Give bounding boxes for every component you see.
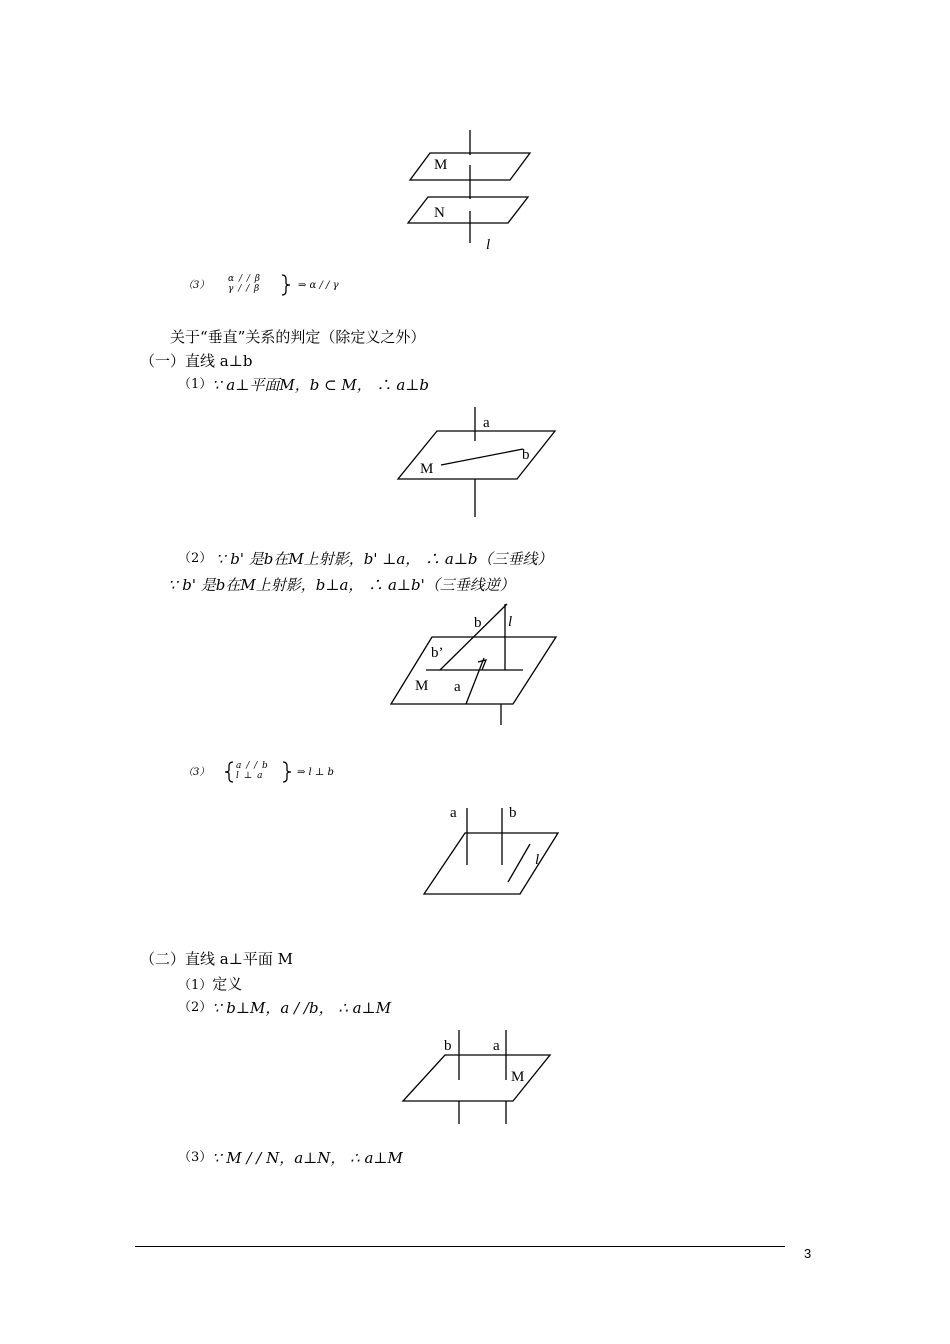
label-l: l bbox=[535, 852, 540, 868]
brace-icon bbox=[280, 274, 292, 296]
condition-1: α / / β bbox=[228, 274, 261, 284]
s1-item-3-conditions bbox=[236, 761, 269, 781]
s1-item-1-text: ∵ a⊥平面M，b ⊂ M， ∴ a⊥b bbox=[212, 376, 429, 394]
condition-2: γ / / β bbox=[228, 284, 261, 294]
left-brace-icon bbox=[225, 761, 235, 783]
footer-divider bbox=[135, 1246, 785, 1247]
s2-item-3-text: ∵ M / / N，a⊥N， ∴ a⊥M bbox=[212, 1149, 403, 1167]
item-3-result: ⇒ α / / γ bbox=[298, 280, 339, 291]
perp-heading: 关于“垂直”关系的判定（除定义之外） bbox=[170, 328, 426, 346]
figure-parallel-planes bbox=[400, 125, 540, 255]
s1-item-2-text: ∵ b' 是b在M上射影，b' ⊥a， ∴ a⊥b（三垂线） bbox=[216, 550, 553, 568]
label-b: b bbox=[444, 1038, 452, 1054]
plane-n bbox=[408, 197, 528, 223]
s1-item-2-number: （2） bbox=[178, 551, 213, 566]
label-b-prime: b’ bbox=[431, 645, 444, 661]
label-l: l bbox=[486, 237, 491, 253]
s2-item-1-number: （1） bbox=[178, 978, 213, 993]
label-n: N bbox=[434, 205, 445, 221]
right-brace-icon bbox=[281, 761, 291, 783]
figure-line-perp-plane bbox=[400, 1028, 560, 1128]
label-l: l bbox=[508, 614, 513, 630]
s2-item-1-text: 定义 bbox=[212, 975, 243, 993]
page-number: 3 bbox=[804, 1246, 812, 1261]
figure-three-perpendiculars bbox=[388, 600, 568, 728]
s1-item-1-number: （1） bbox=[178, 377, 213, 392]
s1-item-3-result: ⇒ l ⊥ b bbox=[297, 767, 334, 778]
condition-1: a / / b bbox=[236, 761, 269, 771]
label-m: M bbox=[434, 157, 448, 173]
label-b: b bbox=[474, 615, 482, 631]
condition-2: l ⊥ a bbox=[236, 771, 264, 781]
label-a: a bbox=[493, 1038, 500, 1054]
s2-item-1 bbox=[178, 975, 242, 994]
s2-item-3-number: （3） bbox=[178, 1150, 213, 1165]
plane-m bbox=[403, 1055, 550, 1101]
label-a: a bbox=[450, 805, 457, 821]
line-a bbox=[466, 658, 484, 704]
label-a: a bbox=[454, 679, 461, 695]
label-m: M bbox=[415, 678, 429, 694]
s2-item-2-text: ∵ b⊥M，a / /b， ∴ a⊥M bbox=[212, 999, 392, 1017]
label-m: M bbox=[511, 1069, 525, 1085]
s2-item-2-number: （2） bbox=[178, 1000, 213, 1015]
section-1-heading: （一）直线 a⊥b bbox=[140, 352, 253, 370]
label-m: M bbox=[420, 461, 434, 477]
figure-parallel-lines-perp bbox=[420, 800, 565, 900]
figure-a-perp-plane bbox=[395, 405, 560, 520]
line-b bbox=[441, 449, 523, 465]
s1-item-3-number: （3） bbox=[183, 767, 210, 778]
item-3-number: （3） bbox=[183, 280, 210, 291]
label-b: b bbox=[522, 447, 530, 463]
line-l bbox=[508, 844, 530, 882]
label-b: b bbox=[509, 805, 517, 821]
item-3-conditions bbox=[228, 274, 261, 294]
label-a: a bbox=[483, 415, 490, 431]
s1-item-2b-text: ∵ b' 是b在M上射影，b⊥a， ∴ a⊥b'（三垂线逆） bbox=[168, 576, 515, 594]
section-2-heading: （二）直线 a⊥平面 M bbox=[140, 950, 293, 968]
